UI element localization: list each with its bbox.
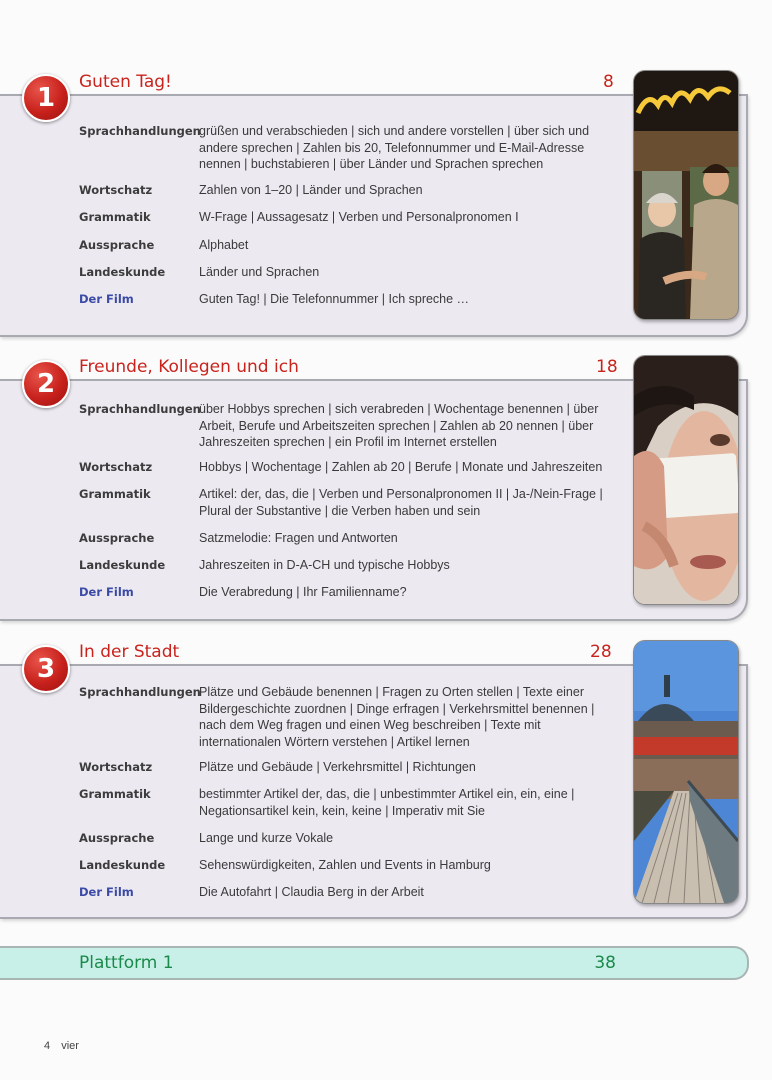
- row-text: Länder und Sprachen: [199, 265, 320, 279]
- row-label: Sprachhandlungen: [79, 402, 201, 416]
- unit-number-badge: 2: [22, 360, 70, 408]
- row-label: Landeskunde: [79, 265, 166, 279]
- plattform-page-number: 38: [594, 953, 616, 973]
- photo-illustration: [634, 71, 738, 319]
- row-label: Grammatik: [79, 210, 151, 224]
- footer-page-number: 4: [44, 1040, 51, 1052]
- row-text: Die Autofahrt | Claudia Berg in der Arbeit: [199, 885, 424, 899]
- row-text: über Hobbys sprechen | sich verabreden | Wochentage benennen | über Arbeit, Berufe und Arbeitszeiten sprechen | Zahlen ab 20 nennen | über Jahreszeiten sprechen | ein Profil im Internet erstellen: [199, 402, 599, 449]
- row-label: Grammatik: [79, 487, 151, 501]
- row-label: Landeskunde: [79, 558, 166, 572]
- row-text: grüßen und verabschieden | sich und andere vorstellen | über sich und andere sprechen | Zahlen bis 20, Telefonnummer und E-Mail-Adresse nennen | buchstabieren | über Länder und Sprachen sprechen: [199, 124, 590, 171]
- row-label: Der Film: [79, 292, 134, 306]
- row-text: Zahlen von 1–20 | Länder und Sprachen: [199, 183, 423, 197]
- row-text: Alphabet: [199, 238, 249, 252]
- row-label: Aussprache: [79, 831, 155, 845]
- unit-title: Guten Tag!: [79, 72, 172, 92]
- page-footer: [44, 1040, 87, 1052]
- unit-3-section: [0, 640, 772, 918]
- unit-number-badge: 3: [22, 645, 70, 693]
- photo-illustration: [634, 641, 738, 903]
- row-text: W-Frage | Aussagesatz | Verben und Personalpronomen I: [199, 210, 519, 224]
- row-text: Hobbys | Wochentage | Zahlen ab 20 | Berufe | Monate und Jahreszeiten: [199, 460, 603, 474]
- row-text: Jahreszeiten in D-A-CH und typische Hobbys: [199, 558, 450, 572]
- unit-photo-people-greeting: [633, 70, 739, 320]
- row-label: Sprachhandlungen: [79, 124, 201, 138]
- row-text: Die Verabredung | Ihr Familienname?: [199, 585, 407, 599]
- row-label: Wortschatz: [79, 183, 153, 197]
- unit-photo-woman-with-card: [633, 355, 739, 605]
- unit-page-number: 28: [590, 642, 612, 662]
- row-text: Guten Tag! | Die Telefonnummer | Ich spreche …: [199, 292, 470, 306]
- row-text: bestimmter Artikel der, das, die | unbestimmter Artikel ein, ein, eine | Negationsartikel kein, kein, keine | Imperativ mit Sie: [199, 787, 575, 818]
- row-text: Artikel: der, das, die | Verben und Personalpronomen II | Ja-/Nein-Frage | Plural der Substantive | die Verben haben und sein: [199, 487, 603, 518]
- unit-1-section: [0, 70, 772, 336]
- unit-title: Freunde, Kollegen und ich: [79, 357, 299, 377]
- row-label: Wortschatz: [79, 460, 153, 474]
- row-label: Grammatik: [79, 787, 151, 801]
- row-label: Wortschatz: [79, 760, 153, 774]
- photo-illustration: [634, 356, 738, 604]
- unit-page-number: 18: [596, 357, 618, 377]
- row-text: Satzmelodie: Fragen und Antworten: [199, 531, 398, 545]
- row-text: Plätze und Gebäude | Verkehrsmittel | Richtungen: [199, 760, 476, 774]
- row-text: Sehenswürdigkeiten, Zahlen und Events in Hamburg: [199, 858, 491, 872]
- row-label: Landeskunde: [79, 858, 166, 872]
- row-label: Der Film: [79, 585, 134, 599]
- unit-number-badge: 1: [22, 74, 70, 122]
- unit-page-number: 8: [603, 72, 614, 92]
- plattform-title: Plattform 1: [79, 953, 174, 973]
- row-text: Plätze und Gebäude benennen | Fragen zu Orten stellen | Texte einer Bildergeschichte zuordnen | Dinge erfragen | Verkehrsmittel benennen | nach dem Weg fragen und einen Weg beschreiben | Texte mit internationalen Wörtern verstehen | Artikel lernen: [199, 685, 595, 749]
- footer-page-word: vier: [61, 1040, 79, 1052]
- unit-2-section: [0, 355, 772, 620]
- row-label: Aussprache: [79, 531, 155, 545]
- row-text: Lange und kurze Vokale: [199, 831, 334, 845]
- row-label: Aussprache: [79, 238, 155, 252]
- row-label: Sprachhandlungen: [79, 685, 201, 699]
- row-label: Der Film: [79, 885, 134, 899]
- plattform-bar: [0, 946, 749, 980]
- unit-photo-hamburg-bridge: [633, 640, 739, 904]
- unit-title: In der Stadt: [79, 642, 180, 662]
